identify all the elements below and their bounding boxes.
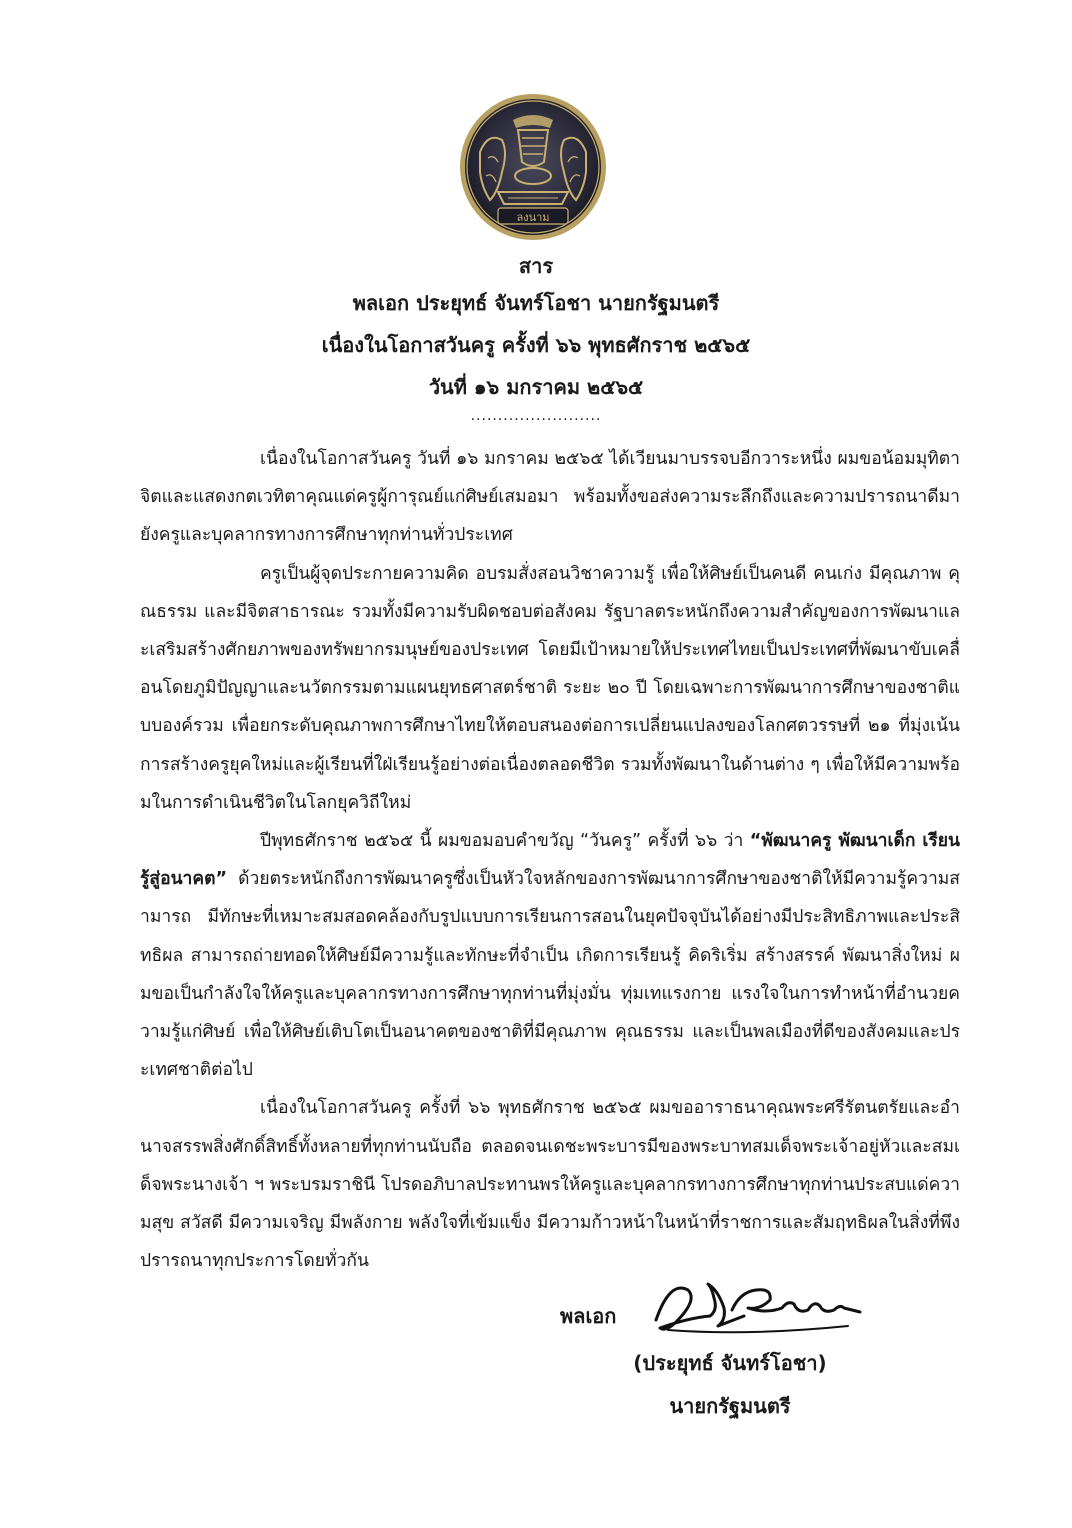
teachers-day-motto: “พัฒนาครู พัฒนาเด็ก เรียนรู้สู่อนาคต” xyxy=(140,831,960,890)
paragraph-3-body: ด้วยตระหนักถึงการพัฒนาครูซึ่งเป็นหัวใจหลักของการพัฒนาการศึกษาของชาติให้มีความรู้ความสามารถ มีทักษะที่เหมาะสมสอดคล้องกับรูปแบบการเรียนการสอนในยุคปัจจุบันได้อย่างมีประสิทธิภาพและประสิทธิผล สามารถถ่ายทอดให้ศิษย์มีความรู้และทักษะที่จำเป็น เกิดการเรียนรู้ คิดริเริ่ม สร้างสรรค์ พัฒนาสิ่งใหม่ ผมขอเป็นกำลังใจให้ครูและบุคลากรทางการศึกษาทุกท่านที่มุ่งมั่น ทุ่มเทแรงกาย แรงใจในการทำหน้าที่อำนวยความรู้แก่ศิษย์ เพื่อให้ศิษย์เติบโตเป็นอนาคตของชาติที่มีคุณภาพ คุณธรรม และเป็นพลเมืองที่ดีของสังคมและประเทศชาติต่อไป xyxy=(140,869,960,1081)
paragraph-4: เนื่องในโอกาสวันครู ครั้งที่ ๖๖ พุทธศักราช ๒๕๖๕ ผมขออาราธนาคุณพระศรีรัตนตรัยและอำนาจสรรพสิ่งศักดิ์สิทธิ์ทั้งหลายที่ทุกท่านนับถือ ตลอดจนเดชะพระบารมีของพระบาทสมเด็จพระเจ้าอยู่หัวและสมเด็จพระนางเจ้า ฯ พระบรมราชินี โปรดอภิบาลประทานพรให้ครูและบุคลากรทางการศึกษาทุกท่านประสบแด่ความสุข สวัสดี มีความเจริญ มีพลังกาย พลังใจที่เข้มแข็ง มีความก้าวหน้าในหน้าที่ราชการและสัมฤทธิผลในสิ่งที่พึงปรารถนาทุกประการโดยทั่วกัน xyxy=(140,1098,960,1272)
signature-rank: พลเอก xyxy=(560,1304,617,1328)
paragraph-1: เนื่องในโอกาสวันครู วันที่ ๑๖ มกราคม ๒๕๖๕ ได้เวียนมาบรรจบอีกวาระหนึ่ง ผมขอน้อมมุทิตาจิตและแสดงกตเวทิตาคุณแด่ครูผู้การุณย์แก่ศิษย์เสมอมา พร้อมทั้งขอส่งความระลึกถึงและความปรารถนาดีมายังครูและบุคลากรทางการศึกษาทุกท่านทั่วประเทศ xyxy=(140,449,960,546)
occasion-line: เนื่องในโอกาสวันครู ครั้งที่ ๖๖ พุทธศักราช ๒๕๖๕ xyxy=(321,333,751,357)
handwritten-signature xyxy=(648,1270,868,1340)
royal-seal-icon xyxy=(458,92,608,242)
signatory-title: นายกรัฐมนตรี xyxy=(669,1394,791,1418)
message-body xyxy=(140,440,960,1280)
separator: ........................ xyxy=(470,408,602,424)
signatory-name: (ประยุทธ์ จันทร์โอชา) xyxy=(633,1351,827,1375)
seal-inscription: ลงนาม xyxy=(516,211,550,224)
paragraph-3 xyxy=(140,822,960,1089)
paragraph-2: ครูเป็นผู้จุดประกายความคิด อบรมสั่งสอนวิชาความรู้ เพื่อให้ศิษย์เป็นคนดี คนเก่ง มีคุณภาพ คุณธรรม และมีจิตสาธารณะ รวมทั้งมีความรับผิดชอบต่อสังคม รัฐบาลตระหนักถึงความสำคัญของการพัฒนาและเสริมสร้างศักยภาพของทรัพยากรมนุษย์ของประเทศ โดยมีเป้าหมายให้ประเทศไทยเป็นประเทศที่พัฒนาขับเคลื่อนโดยภูมิปัญญาและนวัตกรรมตามแผนยุทธศาสตร์ชาติ ระยะ ๒๐ ปี โดยเฉพาะการพัฒนาการศึกษาของชาติแบบองค์รวม เพื่อยกระดับคุณภาพการศึกษาไทยให้ตอบสนองต่อการเปลี่ยนแปลงของโลกศตวรรษที่ ๒๑ ที่มุ่งเน้นการสร้างครูยุคใหม่และผู้เรียนที่ใฝ่เรียนรู้อย่างต่อเนื่องตลอดชีวิต รวมทั้งพัฒนาในด้านต่าง ๆ เพื่อให้มีความพร้อมในการดำเนินชีวิตในโลกยุควิถีใหม่ xyxy=(140,563,960,813)
document-label: สาร xyxy=(518,254,554,278)
sender-line: พลเอก ประยุทธ์ จันทร์โอชา นายกรัฐมนตรี xyxy=(352,291,720,315)
paragraph-3-intro: ปีพุทธศักราช ๒๕๖๕ นี้ ผมขอมอบคำขวัญ “วันครู” ครั้งที่ ๖๖ ว่า xyxy=(260,831,750,852)
date-line: วันที่ ๑๖ มกราคม ๒๕๖๕ xyxy=(428,375,644,399)
